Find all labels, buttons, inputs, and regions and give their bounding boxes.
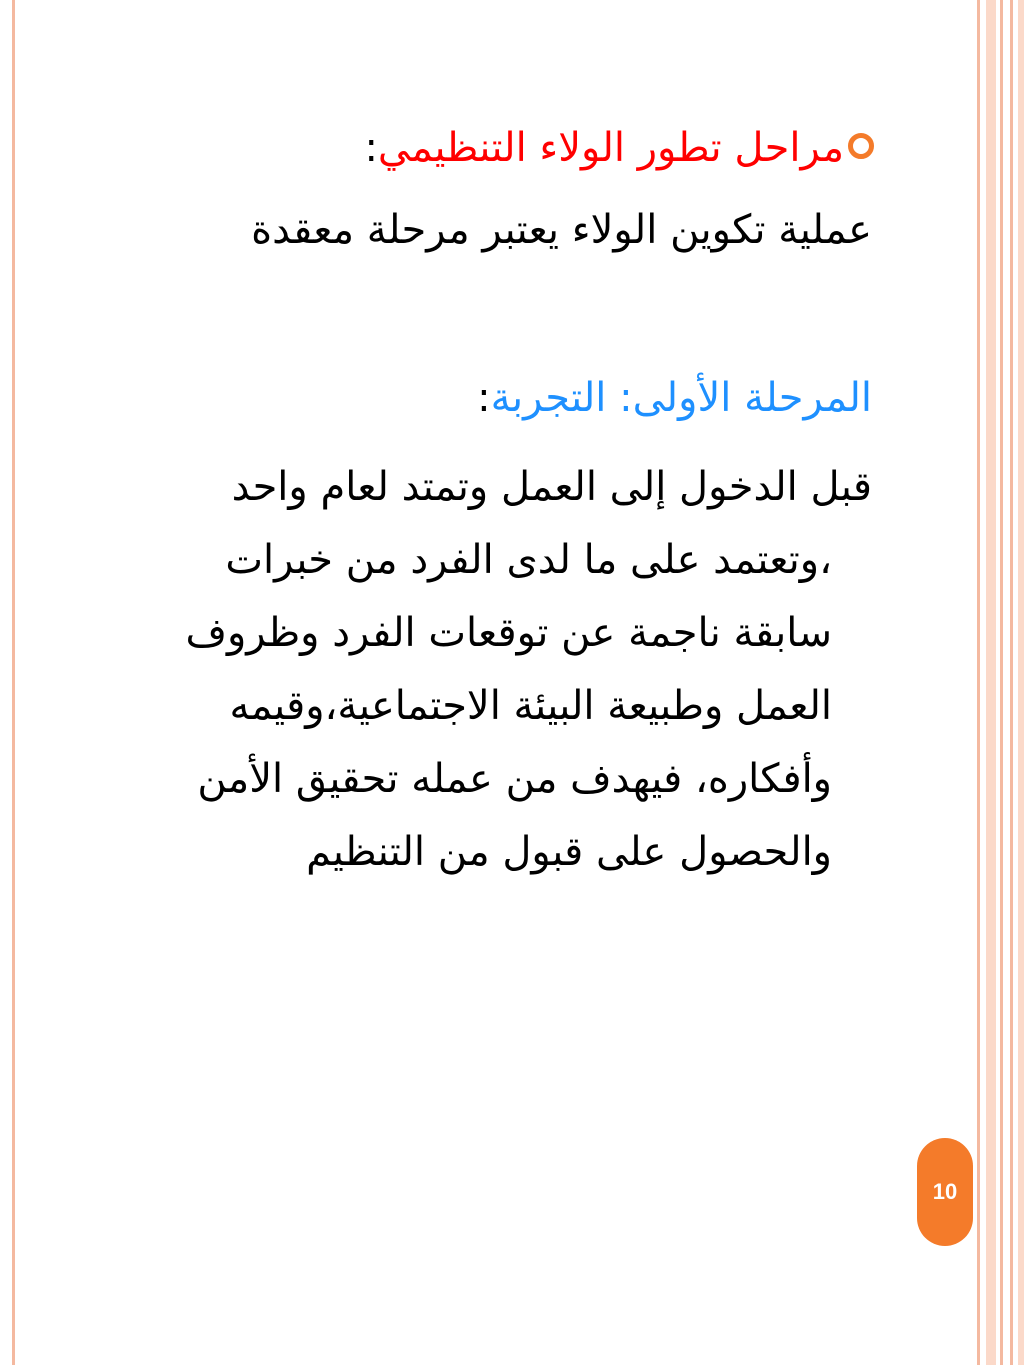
right-border-line <box>1010 0 1013 1365</box>
stage-text: المرحلة الأولى: التجربة <box>490 375 872 421</box>
paragraph-line: سابقة ناجمة عن توقعات الفرد وظروف <box>185 610 832 656</box>
right-border-line <box>1000 0 1003 1365</box>
page-number: 10 <box>932 1179 958 1204</box>
circle-bullet-icon <box>848 133 874 159</box>
page-number-badge <box>917 1138 973 1246</box>
stage-colon: : <box>477 375 491 421</box>
right-border-band <box>986 0 996 1365</box>
right-border-line <box>977 0 980 1365</box>
intro-text: عملية تكوين الولاء يعتبر مرحلة معقدة <box>251 207 872 253</box>
paragraph-line: ،وتعتمد على ما لدى الفرد من خبرات <box>225 537 832 583</box>
paragraph-line: العمل وطبيعة البيئة الاجتماعية،وقيمه <box>229 683 832 729</box>
left-border-line <box>12 0 15 1365</box>
stage-heading <box>112 366 872 430</box>
heading-colon: : <box>364 125 378 171</box>
paragraph-line: والحصول على قبول من التنظيم <box>306 829 832 875</box>
slide-heading <box>114 118 874 178</box>
heading-text: مراحل تطور الولاء التنظيمي <box>377 125 844 171</box>
paragraph-line: قبل الدخول إلى العمل وتمتد لعام واحد <box>231 464 872 510</box>
right-border-band <box>1018 0 1024 1365</box>
stage-paragraph <box>92 451 872 889</box>
paragraph-line: وأفكاره، فيهدف من عمله تحقيق الأمن <box>197 756 832 802</box>
